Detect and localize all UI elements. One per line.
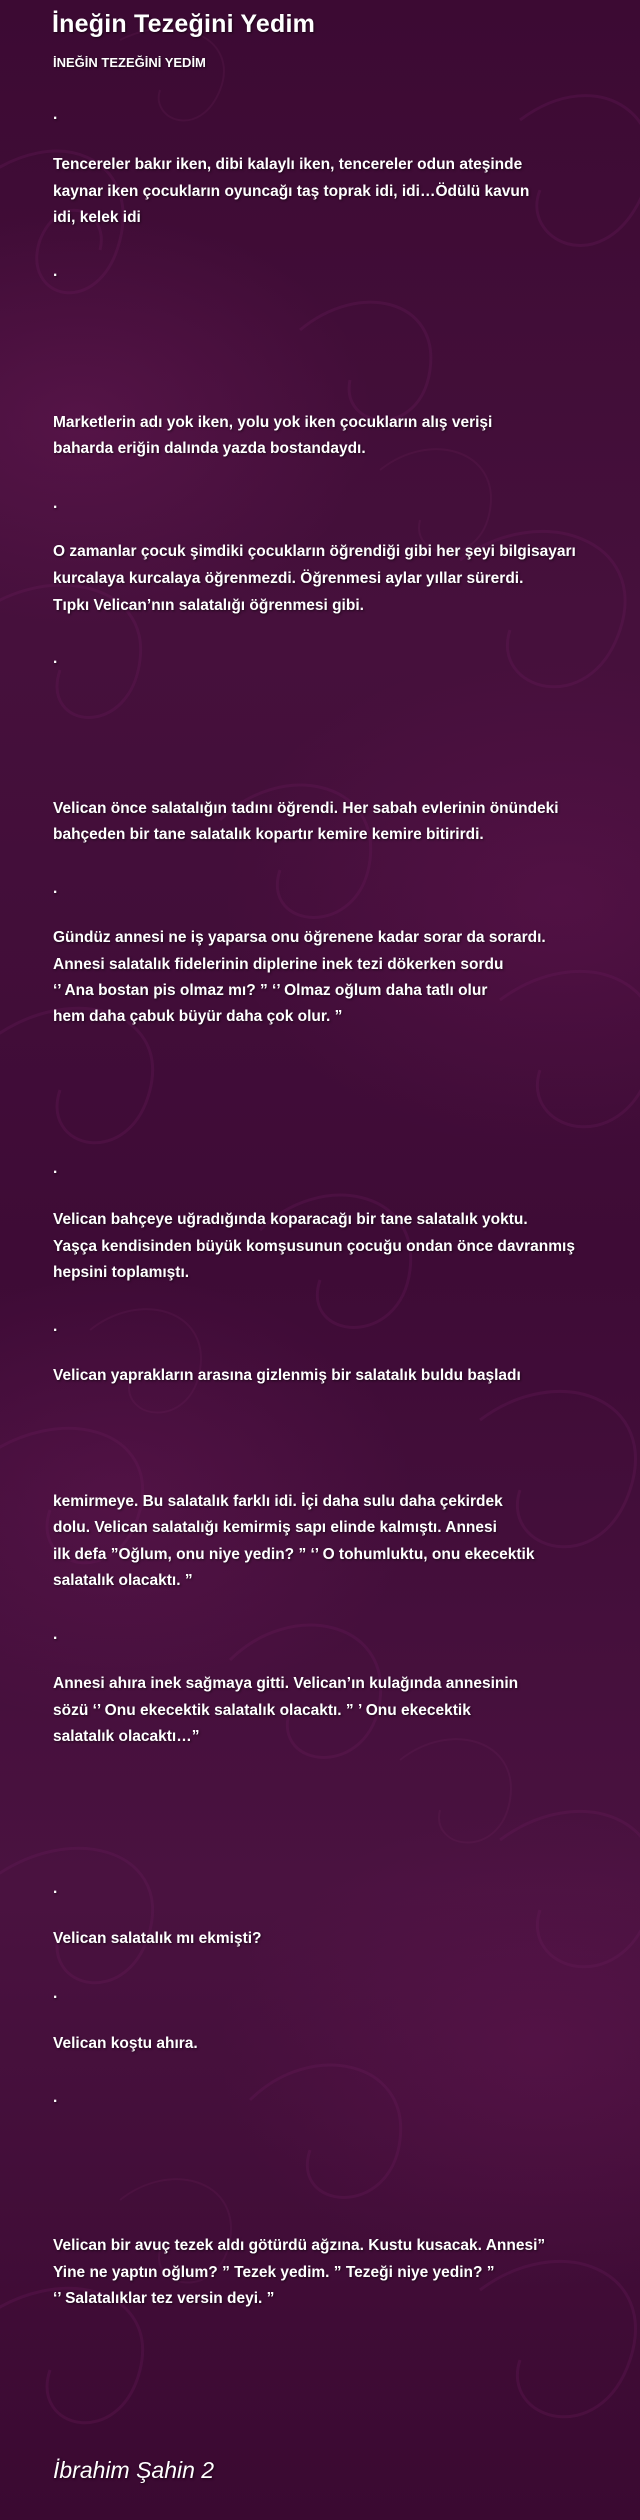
poem-line: ilk defa ”Oğlum, onu niye yedin? ” ‘’ O tohumluktu, onu ekecektik <box>53 1546 535 1563</box>
poem-line: . <box>53 106 58 123</box>
poem-line: . <box>53 1880 58 1897</box>
poem-line: Marketlerin adı yok iken, yolu yok iken çocukların alış verişi <box>53 414 493 431</box>
poem-line: . <box>53 495 58 512</box>
poem-line: Gündüz annesi ne iş yaparsa onu öğrenene kadar sorar da sorardı. <box>53 929 546 946</box>
poem-line: idi, kelek idi <box>53 209 141 226</box>
poem-line: Tencereler bakır iken, dibi kalaylı iken, tencereler odun ateşinde <box>53 156 523 173</box>
poem-title: İneğin Tezeğini Yedim <box>52 10 316 38</box>
poem-author: İbrahim Şahin 2 <box>53 2457 215 2483</box>
poem-line: Velican önce salatalığın tadını öğrendi. Her sabah evlerinin önündeki <box>53 800 559 817</box>
poem-line: ‘’ Salatalıklar tez versin deyi. ” <box>53 2290 275 2307</box>
poem-line: . <box>53 1318 58 1335</box>
poem-line: Annesi ahıra inek sağmaya gitti. Velican’ın kulağında annesinin <box>53 1675 519 1692</box>
poem-line: . <box>53 880 58 897</box>
poem-line: dolu. Velican salatalığı kemirmiş sapı elinde kalmıştı. Annesi <box>53 1519 497 1536</box>
poem-line: Tıpkı Velican’nın salatalığı öğrenmesi gibi. <box>53 597 364 614</box>
poem-line: kemirmeye. Bu salatalık farklı idi. İçi daha sulu daha çekirdek <box>53 1493 503 1510</box>
poem-line: Annesi salatalık fidelerinin diplerine inek tezi dökerken sordu <box>53 956 504 973</box>
poem-line: salatalık olacaktı…” <box>53 1728 200 1745</box>
poem-line: ‘’ Ana bostan pis olmaz mı? ” ‘’ Olmaz oğlum daha tatlı olur <box>53 982 488 999</box>
poem-line: hepsini toplamıştı. <box>53 1264 190 1281</box>
poem-line: . <box>53 650 58 667</box>
poem-line: Velican bahçeye uğradığında koparacağı bir tane salatalık yoktu. <box>53 1211 528 1228</box>
poem-line: . <box>53 1985 58 2002</box>
poem-line: . <box>53 2089 58 2106</box>
poem-line: salatalık olacaktı. ” <box>53 1572 193 1589</box>
poem-line: hem daha çabuk büyür daha çok olur. ” <box>53 1008 343 1025</box>
poem-line: O zamanlar çocuk şimdiki çocukların öğrendiği gibi her şeyi bilgisayarı <box>53 543 576 560</box>
poem-line: bahçeden bir tane salatalık kopartır kemire kemire bitirirdi. <box>53 826 484 843</box>
poem-line: kaynar iken çocukların oyuncağı taş toprak idi, idi…Ödülü kavun <box>53 183 530 200</box>
poem-line: . <box>53 263 58 280</box>
poem-line: kurcalaya kurcalaya öğrenmezdi. Öğrenmesi aylar yıllar sürerdi. <box>53 570 524 587</box>
poem-line: Velican bir avuç tezek aldı götürdü ağzına. Kustu kusacak. Annesi” <box>53 2237 546 2254</box>
poem-line: Velican yaprakların arasına gizlenmiş bir salatalık buldu başladı <box>53 1367 521 1384</box>
poem-line: Yine ne yaptın oğlum? ” Tezek yedim. ” Tezeği niye yedin? ” <box>53 2264 495 2281</box>
poem-line: Velican salatalık mı ekmişti? <box>53 1930 262 1947</box>
poem-line: baharda eriğin dalında yazda bostandaydı. <box>53 440 366 457</box>
poem-line: . <box>53 1160 58 1177</box>
poem-line: sözü ‘’ Onu ekecektik salatalık olacaktı. ” ’ Onu ekecektik <box>53 1702 471 1719</box>
poem-subtitle: İNEĞİN TEZEĞİNİ YEDİM <box>53 55 206 70</box>
poem-line: Yaşça kendisinden büyük komşusunun çocuğu ondan önce davranmış <box>53 1238 575 1255</box>
poem-line: . <box>53 1626 58 1643</box>
poem-line: Velican koştu ahıra. <box>53 2035 198 2052</box>
